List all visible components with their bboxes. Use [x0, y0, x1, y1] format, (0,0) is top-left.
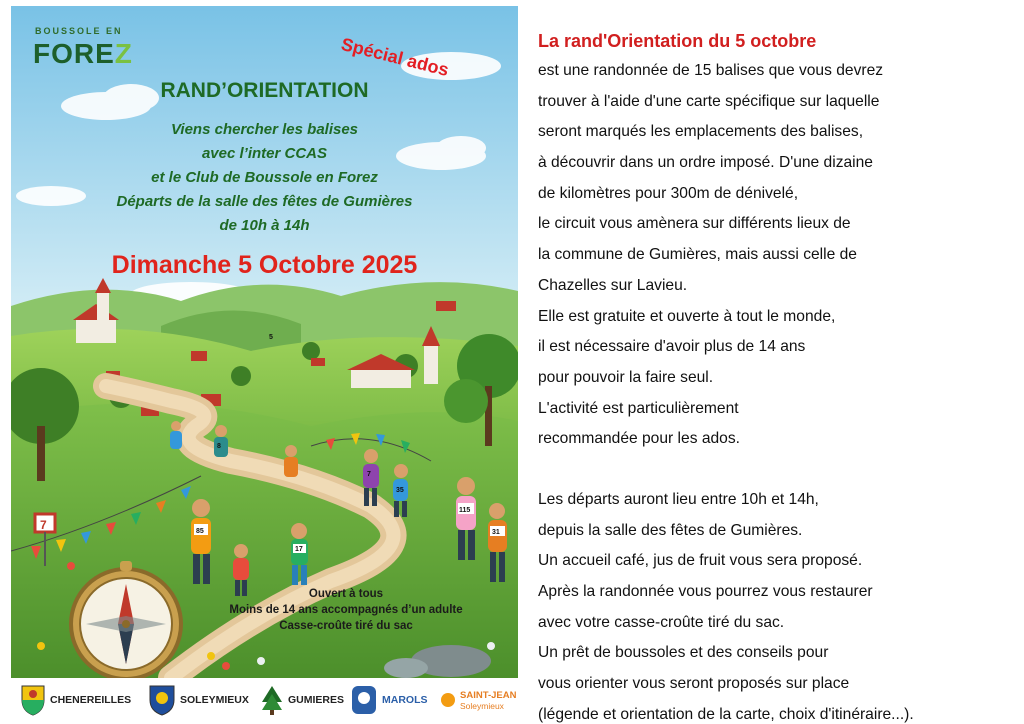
text-line: Les départs auront lieu entre 10h et 14h, — [538, 490, 819, 508]
logo-marols — [350, 682, 428, 718]
logo-label-group — [460, 690, 516, 711]
logo-label: MAROLS — [382, 694, 428, 706]
poster-info-box — [196, 586, 496, 634]
text-line: L'activité est particulièrement — [538, 399, 739, 417]
text-line: (légende et orientation de la carte, choix d'itinéraire...). — [538, 705, 914, 723]
article-paragraph-1 — [538, 56, 1008, 455]
text-line: la commune de Gumières, mais aussi celle de — [538, 246, 857, 264]
info-line: Casse-croûte tiré du sac — [279, 620, 413, 632]
text-line: il est nécessaire d'avoir plus de 14 ans — [538, 338, 806, 356]
bib-label: 7 — [367, 471, 371, 478]
poster-line: et le Club de Boussole en Forez — [151, 169, 378, 186]
bib-label: 5 — [269, 334, 273, 341]
text-line: Elle est gratuite et ouverte à tout le monde, — [538, 307, 836, 325]
logo-label: SAINT-JEAN — [460, 689, 517, 701]
bib-label: 17 — [295, 546, 303, 553]
logo-saint-jean-soleymieux — [438, 682, 516, 718]
bib-label: 115 — [459, 507, 471, 514]
text-line: pour pouvoir la faire seul. — [538, 368, 714, 386]
poster-lines — [11, 118, 518, 238]
text-line: recommandée pour les ados. — [538, 430, 740, 448]
logo-main-b: Z — [114, 38, 133, 69]
text-line: Après la randonnée vous pourrez vous restaurer — [538, 583, 873, 600]
bib-label: 35 — [396, 487, 404, 494]
poster-line: Viens chercher les balises — [170, 121, 359, 138]
poster-title: RAND’ORIENTATION — [160, 79, 369, 102]
logo-main-a: FORE — [33, 38, 115, 69]
boussole-en-forez-logo — [33, 26, 143, 76]
text-line: à découvrir dans un ordre imposé. D'une dizaine — [538, 154, 873, 172]
poster-date: Dimanche 5 Octobre 2025 — [111, 251, 418, 279]
badge-icon — [350, 684, 378, 716]
special-ados-badge: Spécial ados — [339, 34, 451, 81]
article — [538, 26, 1008, 724]
text-line: de kilomètres pour 300m de dénivelé, — [538, 184, 799, 202]
text-line: Chazelles sur Lavieu. — [538, 276, 688, 294]
tree-icon — [260, 684, 284, 716]
text-line: est une randonnée de 15 balises que vous devrez — [538, 62, 884, 79]
poster-line: avec l’inter CCAS — [201, 145, 328, 162]
svg-text:7: 7 — [40, 518, 47, 532]
poster-line: de 10h à 14h — [219, 217, 310, 234]
logo-sublabel: Soleymieux — [460, 700, 504, 711]
logo-main-text — [33, 38, 133, 70]
bib-label: 85 — [196, 528, 204, 535]
logo-label: GUMIERES — [288, 694, 345, 706]
text-line: Un prêt de boussoles et des conseils pour — [538, 644, 829, 662]
logo-label: CHENEREILLES — [50, 694, 132, 706]
bib-label: 8 — [217, 443, 221, 450]
sun-icon — [438, 684, 458, 716]
poster-illustration — [11, 6, 518, 678]
logo-top-text: BOUSSOLE EN — [35, 26, 123, 36]
text-line: le circuit vous amènera sur différents lieux de — [538, 215, 851, 233]
text-line: trouver à l'aide d'une carte spécifique sur laquelle — [538, 92, 880, 110]
shield-icon — [148, 684, 176, 716]
paragraph-gap — [538, 455, 1008, 485]
sponsor-logos — [20, 682, 520, 720]
info-line: Moins de 14 ans accompagnés d’un adulte — [229, 604, 463, 616]
article-title: La rand'Orientation du 5 octobre — [538, 31, 817, 51]
text-line: vous orienter vous seront proposés sur place — [538, 675, 850, 693]
text-line: Un accueil café, jus de fruit vous sera proposé. — [538, 552, 863, 570]
bib-label: 31 — [492, 529, 500, 536]
shield-icon — [20, 684, 46, 716]
logo-soleymieux — [148, 682, 249, 718]
logo-gumieres — [260, 682, 344, 718]
text-line: avec votre casse-croûte tiré du sac. — [538, 613, 785, 631]
event-poster — [11, 6, 518, 678]
article-paragraph-2 — [538, 485, 1008, 724]
text-line: seront marqués les emplacements des balises, — [538, 123, 864, 141]
poster-line: Départs de la salle des fêtes de Gumières — [116, 193, 413, 210]
logo-chenereilles — [20, 682, 131, 718]
info-line: Ouvert à tous — [308, 588, 384, 600]
text-line: depuis la salle des fêtes de Gumières. — [538, 521, 803, 539]
logo-label: SOLEYMIEUX — [180, 694, 249, 706]
